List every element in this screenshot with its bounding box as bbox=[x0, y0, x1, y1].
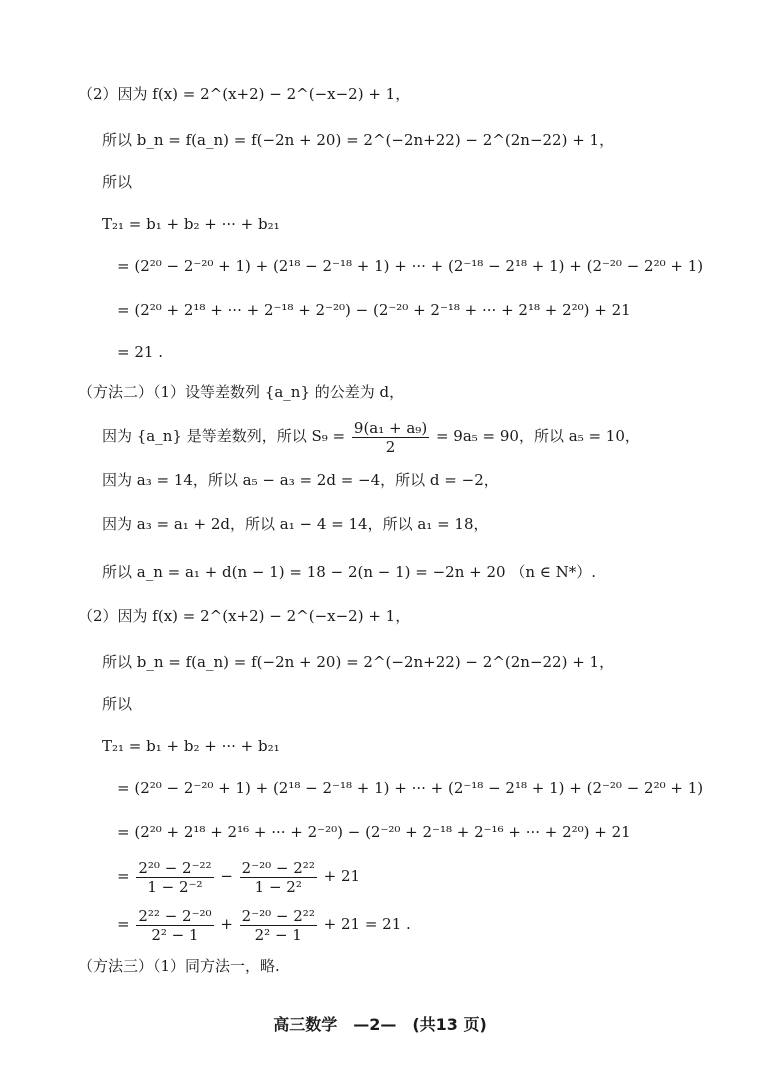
equals-sign: = bbox=[117, 867, 130, 885]
method2-S9-fraction bbox=[352, 419, 429, 456]
fraction-denominator: 2² − 1 bbox=[254, 925, 302, 944]
fraction-numerator: 2⁻²⁰ − 2²² bbox=[241, 858, 315, 877]
method2-geometric-sum bbox=[117, 856, 360, 896]
method1-part2-given: （2）因为 f(x) = 2^(x+2) − 2^(−x−2) + 1， bbox=[78, 85, 411, 103]
fraction-denominator: 2² − 1 bbox=[151, 925, 199, 944]
method2-part2-given: （2）因为 f(x) = 2^(x+2) − 2^(−x−2) + 1， bbox=[78, 607, 411, 625]
fraction-denominator: 1 − 2² bbox=[254, 877, 302, 896]
method2-S9-line bbox=[102, 416, 640, 456]
method2-part1-heading: （方法二）（1）设等差数列 {a_n} 的公差为 d， bbox=[78, 383, 405, 401]
method2-T21-expand: = (2²⁰ − 2⁻²⁰ + 1) + (2¹⁸ − 2⁻¹⁸ + 1) + ··· + (2⁻¹⁸ − 2¹⁸ + 1) + (2⁻²⁰ − 2²⁰ + 1) bbox=[117, 779, 704, 797]
fraction-numerator: 2⁻²⁰ − 2²² bbox=[241, 906, 315, 925]
operator: + bbox=[220, 915, 233, 933]
page-footer: 高三数学 —2— (共13 页) bbox=[273, 1015, 487, 1034]
method1-T21-result: = 21 . bbox=[117, 343, 163, 361]
fraction-denominator: 2 bbox=[385, 437, 396, 456]
method2-T21-def: T₂₁ = b₁ + b₂ + ··· + b₂₁ bbox=[102, 737, 280, 755]
equals-sign: = bbox=[117, 915, 130, 933]
fraction-first bbox=[136, 859, 213, 896]
fraction-denominator: 1 − 2⁻² bbox=[147, 877, 203, 896]
method2-therefore: 所以 bbox=[102, 695, 133, 713]
fraction-numerator: 2²² − 2⁻²⁰ bbox=[138, 906, 212, 925]
method2-an-formula: 所以 a_n = a₁ + d(n − 1) = 18 − 2(n − 1) = −2n + 20 （n ∈ N*）. bbox=[102, 563, 597, 581]
method2-S9-suffix: = 9a₅ = 90，所以 a₅ = 10， bbox=[435, 427, 640, 445]
fraction-second bbox=[240, 907, 317, 944]
method1-bn-formula: 所以 b_n = f(a_n) = f(−2n + 20) = 2^(−2n+22) − 2^(2n−22) + 1， bbox=[102, 131, 615, 149]
tail-term: + 21 bbox=[323, 867, 361, 885]
tail-term: + 21 = 21 . bbox=[323, 915, 411, 933]
method3-heading: （方法三）（1）同方法一，略. bbox=[78, 957, 280, 975]
method2-T21-regroup: = (2²⁰ + 2¹⁸ + 2¹⁶ + ··· + 2⁻²⁰) − (2⁻²⁰ + 2⁻¹⁸ + 2⁻¹⁶ + ··· + 2²⁰) + 21 bbox=[117, 823, 631, 841]
method1-T21-regroup: = (2²⁰ + 2¹⁸ + ··· + 2⁻¹⁸ + 2⁻²⁰) − (2⁻²⁰ + 2⁻¹⁸ + ··· + 2¹⁸ + 2²⁰) + 21 bbox=[117, 301, 631, 319]
operator: − bbox=[220, 867, 233, 885]
method2-bn-formula: 所以 b_n = f(a_n) = f(−2n + 20) = 2^(−2n+22) − 2^(2n−22) + 1， bbox=[102, 653, 615, 671]
method1-T21-expand: = (2²⁰ − 2⁻²⁰ + 1) + (2¹⁸ − 2⁻¹⁸ + 1) + ··· + (2⁻¹⁸ − 2¹⁸ + 1) + (2⁻²⁰ − 2²⁰ + 1) bbox=[117, 257, 704, 275]
fraction-numerator: 2²⁰ − 2⁻²² bbox=[138, 858, 212, 877]
method2-a1-line: 因为 a₃ = a₁ + 2d，所以 a₁ − 4 = 14，所以 a₁ = 18， bbox=[102, 515, 489, 533]
fraction-second bbox=[240, 859, 317, 896]
method2-d-line: 因为 a₃ = 14，所以 a₅ − a₃ = 2d = −4，所以 d = −2， bbox=[102, 471, 499, 489]
method1-therefore: 所以 bbox=[102, 173, 133, 191]
method2-S9-prefix: 因为 {a_n} 是等差数列，所以 S₉ = bbox=[102, 427, 346, 445]
fraction-first bbox=[136, 907, 213, 944]
method2-final-sum bbox=[117, 904, 411, 944]
method1-T21-def: T₂₁ = b₁ + b₂ + ··· + b₂₁ bbox=[102, 215, 280, 233]
fraction-numerator: 9(a₁ + a₉) bbox=[353, 418, 428, 437]
